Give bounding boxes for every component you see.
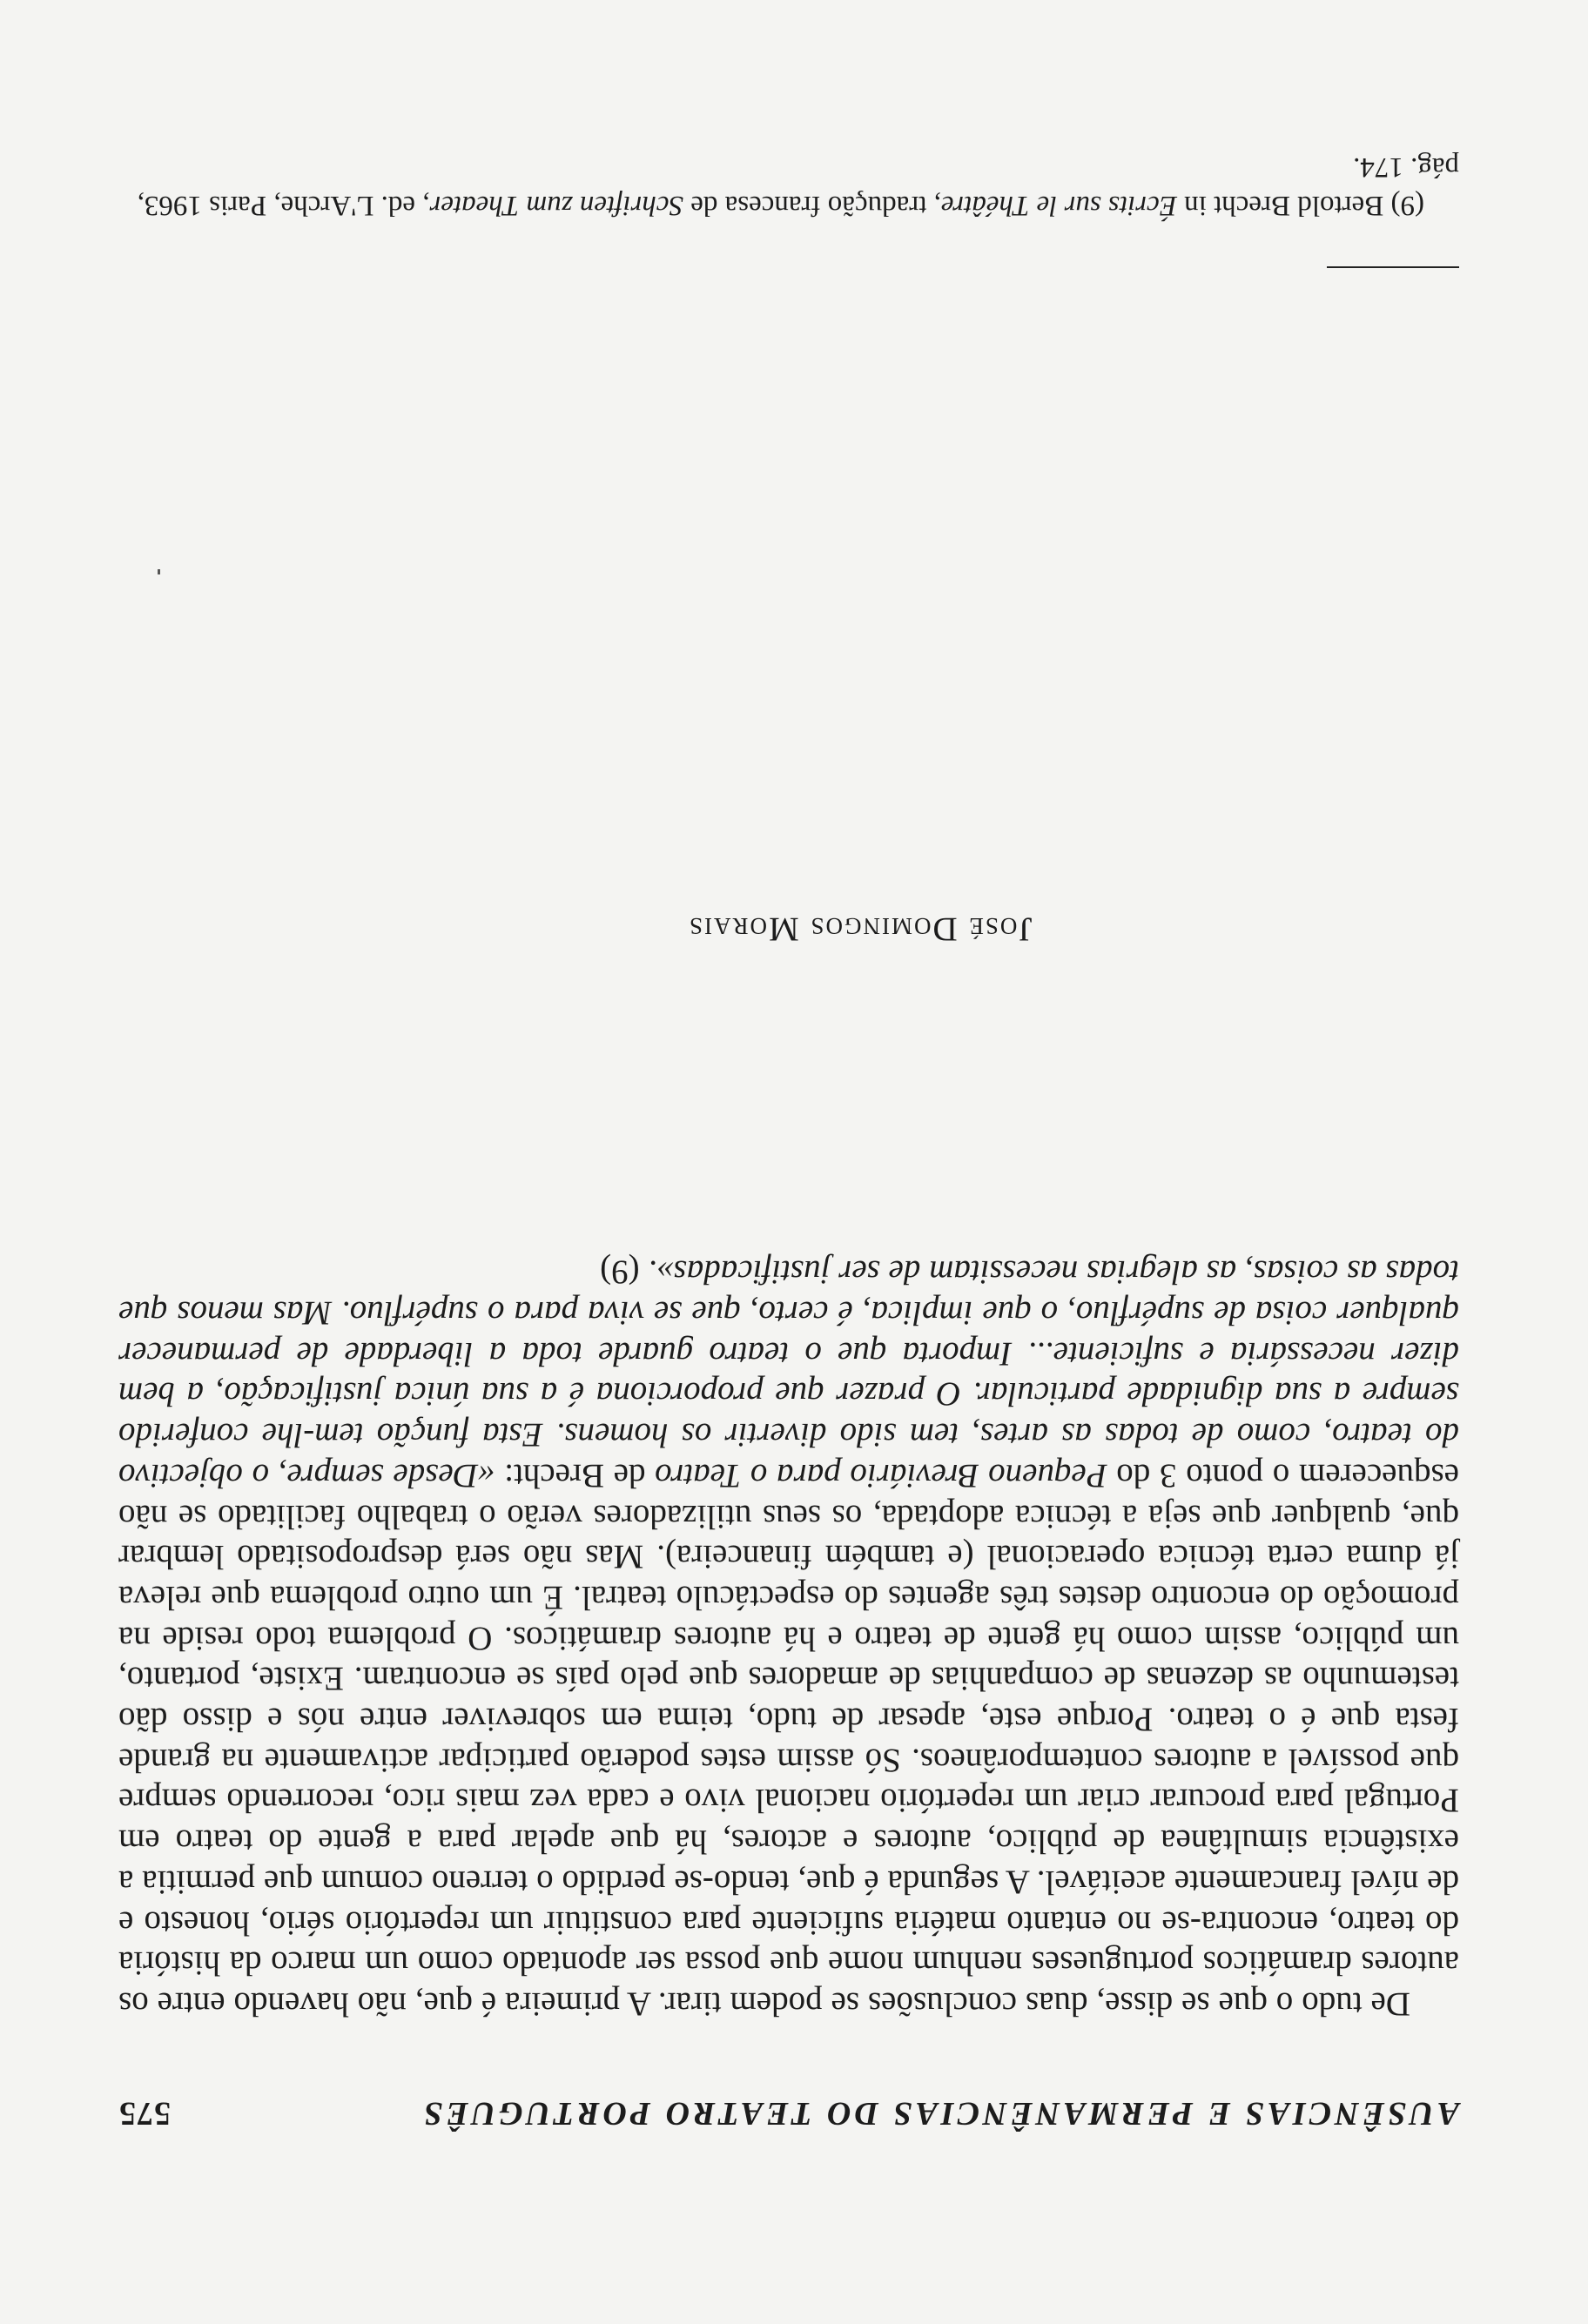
running-title: AUSÊNCIAS E PERMANÊNCIAS DO TEATRO PORTUGUÊS (421, 2095, 1459, 2132)
footnote-publisher: , ed. L'Arche, Paris 1963, pág. 174. (137, 151, 1459, 221)
paragraph-text: De tudo o que se disse, duas conclusões se podem tirar. A primeira é que, não havendo entre os autores dramáticos portugueses nenhum nome que possa ser apontado como um marco da história do teatro, encontra-se no entanto matéria suficiente para constituir um repertório sério, honesto e de nível francamente aceitável. A segunda é que, tendo-se perdido o terreno comum que permitia a existência simultânea de público, autores e actores, há que apelar para a gente do teatro em Portugal para procurar criar um repertório nacional vivo e cada vez mais rico, recorrendo sempre que possível a autores contemporâneos. Só assim estes poderão participar activamente na grande festa que é o teatro. Porque este, apesar de tudo, teima em sobreviver entre nós e disso dão testemunho as dezenas de companhias de amadores que pelo país se encontram. Existe, portanto, um público, assim como há gente de teatro e há autores dramáticos. O problema todo reside na promoção do encontro destes três agentes do espectáculo teatral. É um outro problema que releva já duma certa técnica operacional (e também financeira). Mas não será despropositado lembrar que, qualquer que seja a técnica adoptada, os seus utilizadores verão o trabalho facilitado se não esquecerem o ponto 3 do (118, 1456, 1459, 2023)
footnote-number: (9) (1390, 190, 1424, 221)
footnote-divider (1327, 266, 1459, 268)
footnote-author: Bertold Brecht in (1184, 190, 1384, 221)
footnote-original-title: Schriften zum Theater (429, 190, 683, 221)
running-header (118, 2094, 1459, 2133)
footnote-marker: (9) (600, 1253, 640, 1292)
footnote-source-title: Écrits sur le Théâtre (940, 190, 1177, 221)
author-signature: José Domingos Morais (688, 910, 1033, 948)
footnote-middle: , tradução francesa de (690, 190, 941, 221)
footnote (118, 148, 1459, 225)
paragraph-connector: de Brecht: (495, 1456, 656, 1494)
scan-speck (158, 569, 160, 574)
brecht-quote: «Desde sempre, o objectivo do teatro, como de todas as artes, tem sido divertir os homens. Esta função tem-lhe conferido sempre a sua dignidade particular. O prazer que proporciona é a sua única justificação, a bem dizer necessária e suficiente... Importa que o teatro guarde toda a liberdade de permanecer qualquer coisa de supérfluo, o que implica, é certo, que se viva para o supérfluo. Mas menos que todas as coisas, as alegrias necessitam de ser justificadas». (118, 1253, 1459, 1494)
concluding-paragraph (118, 1252, 1459, 2024)
body-text (118, 1252, 1459, 2024)
brecht-work-title: Pequeno Breviário para o Teatro (655, 1456, 1107, 1494)
page-number: 575 (118, 2095, 171, 2132)
